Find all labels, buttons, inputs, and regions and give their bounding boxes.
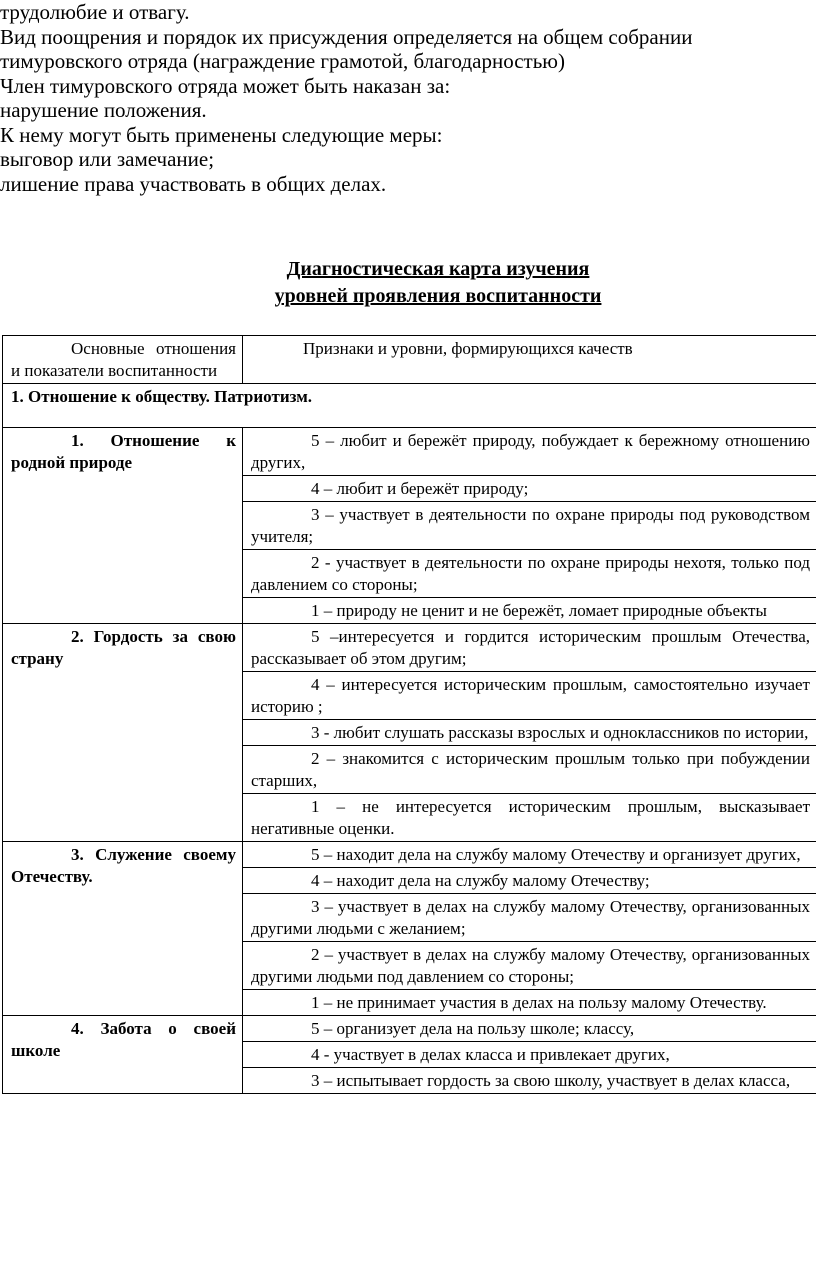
level-cell [243, 990, 816, 1016]
intro-line: лишение права участвовать в общих делах. [0, 171, 387, 196]
category-label: 2. Гордость за свою страну [11, 627, 236, 668]
level-text: 2 – знакомится с историческим прошлым только при побуждении старших, [251, 749, 810, 790]
header-left-text: Основные отношения и показатели воспитанности [11, 339, 236, 380]
level-text: 3 – участвует в делах на службу малому Отечеству, организованных другими людьми с желанием; [251, 897, 810, 938]
level-cell [243, 746, 816, 794]
level-text: 2 – участвует в делах на службу малому Отечеству, организованных другими людьми под давлением со стороны; [251, 945, 810, 986]
title-line-1: Диагностическая карта изучения [286, 258, 590, 280]
level-text: 1 – природу не ценит и не бережёт, ломает природные объекты [311, 601, 767, 620]
table-row [3, 624, 816, 672]
category-label: 3. Служение своему Отечеству. [11, 845, 236, 886]
level-cell [243, 894, 816, 942]
level-cell [243, 550, 816, 598]
level-cell [243, 476, 816, 502]
level-cell [243, 720, 816, 746]
section-row [3, 384, 816, 428]
level-text: 1 – не интересуется историческим прошлым, высказывает негативные оценки. [251, 797, 810, 838]
category-cell [3, 1016, 243, 1094]
level-text: 1 – не принимает участия в делах на пользу малому Отечеству. [311, 993, 767, 1012]
header-left-cell [3, 336, 243, 384]
diagnostic-table [2, 335, 816, 1094]
category-cell [3, 428, 243, 624]
level-text: 5 – находит дела на службу малому Отечеству и организует других, [311, 845, 801, 864]
level-cell [243, 842, 816, 868]
level-cell [243, 942, 816, 990]
level-text: 5 – любит и бережёт природу, побуждает к бережному отношению других, [251, 431, 810, 472]
level-cell [243, 868, 816, 894]
level-cell [243, 794, 816, 842]
intro-line: выговор или замечание; [0, 147, 215, 171]
intro-line: Член тимуровского отряда может быть наказан за: [0, 73, 451, 98]
level-cell [243, 672, 816, 720]
document-title [0, 256, 816, 310]
level-text: 2 - участвует в деятельности по охране природы нехотя, только под давлением со стороны; [251, 553, 810, 594]
title-line-2: уровней проявления воспитанности [274, 285, 602, 307]
level-text: 4 – находит дела на службу малому Отечеству; [311, 871, 650, 890]
category-label: 1. Отношение к родной природе [11, 431, 236, 472]
level-cell [243, 1016, 816, 1042]
section-heading: 1. Отношение к обществу. Патриотизм. [3, 384, 816, 428]
level-text: 4 – интересуется историческим прошлым, самостоятельно изучает историю ; [251, 675, 810, 716]
level-cell [243, 1068, 816, 1094]
intro-text [0, 0, 816, 196]
intro-line: Вид поощрения и порядок их присуждения определяется на общем собрании [0, 24, 693, 49]
table-row [3, 1016, 816, 1042]
table-row [3, 842, 816, 868]
level-cell [243, 598, 816, 624]
level-text: 5 –интересуется и гордится историческим прошлым Отечества, рассказывает об этом другим; [251, 627, 810, 668]
level-cell [243, 428, 816, 476]
level-cell [243, 624, 816, 672]
table-header-row [3, 336, 816, 384]
table-row [3, 428, 816, 476]
intro-line: тимуровского отряда (награждение грамотой, благодарностью) [0, 49, 565, 73]
intro-line: нарушение положения. [0, 98, 207, 122]
category-label: 4. Забота о своей школе [11, 1019, 236, 1060]
level-cell [243, 1042, 816, 1068]
level-text: 3 – испытывает гордость за свою школу, участвует в делах класса, [311, 1071, 791, 1090]
header-right-cell: Признаки и уровни, формирующихся качеств [243, 336, 816, 384]
intro-line: трудолюбие и отвагу. [0, 0, 190, 24]
level-text: 3 – участвует в деятельности по охране природы под руководством учителя; [251, 505, 810, 546]
level-cell [243, 502, 816, 550]
level-text: 4 – любит и бережёт природу; [311, 479, 529, 498]
category-cell [3, 624, 243, 842]
level-text: 5 – организует дела на пользу школе; классу, [311, 1019, 635, 1038]
level-text: 4 - участвует в делах класса и привлекает других, [311, 1045, 670, 1064]
level-text: 3 - любит слушать рассказы взрослых и одноклассников по истории, [311, 723, 809, 742]
intro-line: К нему могут быть применены следующие меры: [0, 122, 443, 147]
category-cell [3, 842, 243, 1016]
